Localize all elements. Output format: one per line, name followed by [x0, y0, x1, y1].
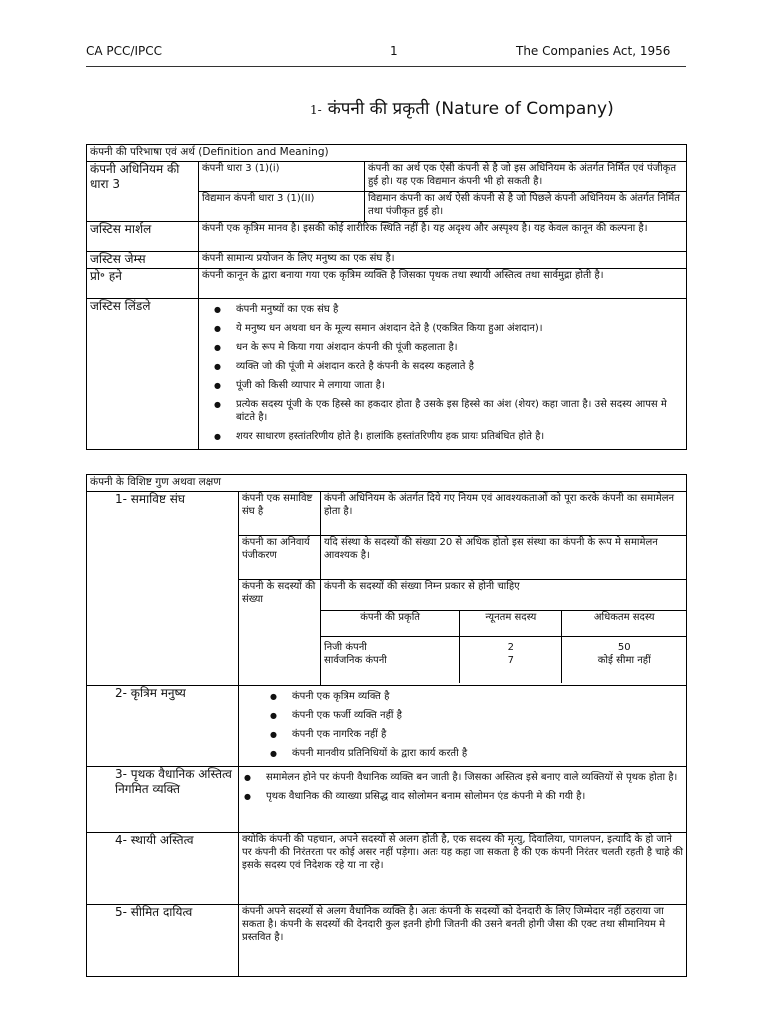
feature-4-label: 4- स्थायी अस्तित्व	[87, 833, 239, 905]
members-cell: सार्वजनिक कंपनी	[324, 655, 387, 666]
company-text: कंपनी का अर्थ एक ऐसी कंपनी से है जो इस अधिनियम के अंतर्गत निर्मित एवं पंजीकृत हुई हो। यह एक विद्यमान कंपनी भी हो सकती है।	[365, 162, 687, 192]
list-item: ● समामेलन होने पर कंपनी वैधानिक व्यक्ति बन जाती है। जिसका अस्तित्व इसे बनाए वाले व्यक्तियों से पृथक होता है।	[266, 771, 683, 784]
list-item: ● कंपनी एक फर्जी व्यक्ति नहीं है	[292, 709, 683, 722]
features-table	[86, 474, 687, 977]
members-cell: 7	[507, 655, 514, 666]
lindley-label: जस्टिस लिंडले	[87, 299, 199, 450]
members-cell: कोई सीमा नहीं	[597, 655, 651, 666]
feature-1c-sub: कंपनी के सदस्यों की संख्या	[239, 580, 321, 686]
members-col-type	[321, 637, 460, 683]
list-item: ● व्यक्ति जो की पूंजी मे अंशदान करते है कंपनी के सदस्य कहलाते है	[236, 360, 683, 373]
feature-1a-text: कंपनी अधिनियम के अंतर्गत दिये गए नियम एवं आवश्यकताओं को पूरा करके कंपनी का समामेलन होता है।	[321, 492, 687, 536]
list-item: ● धन के रूप मे किया गया अंशदान कंपनी की पूंजी कहलाता है।	[236, 341, 683, 354]
list-item: ● कंपनी मनुष्यों का एक संघ है	[236, 303, 683, 316]
list-item: ● ये मनुष्य धन अथवा धन के मूल्य समान अंशदान देते है (एकत्रित किया हुआ अंशदान)।	[236, 322, 683, 335]
company-sub: कंपनी धारा 3 (1)(i)	[199, 162, 365, 192]
header-left: CA PCC/IPCC	[86, 44, 162, 58]
james-text: कंपनी सामान्य प्रयोजन के लिए मनुष्य का एक संघ है।	[199, 252, 687, 269]
feature-5-label: 5- सीमित दायित्व	[87, 905, 239, 977]
james-label: जस्टिस जेम्स	[87, 252, 199, 269]
existing-sub: विद्यमान कंपनी धारा 3 (1)(II)	[199, 192, 365, 222]
members-col-min	[460, 637, 562, 683]
list-item: ● प्रत्येक सदस्य पूंजी के एक हिस्से का हकदार होता है उसके इस हिस्से का अंश (शेयर) कहा जाता है। उसे सदस्य आपस मे बांटते है।	[236, 398, 683, 424]
members-header: अधिकतम सदस्य	[562, 611, 686, 637]
title-number: 1-	[310, 103, 322, 117]
members-col-max	[562, 637, 686, 683]
feature-1c-text: कंपनी के सदस्यों की संख्या निम्न प्रकार से होनी चाहिए	[324, 581, 520, 592]
lindley-points	[199, 299, 687, 450]
page-title	[310, 96, 614, 119]
list-item: ● पूंजी को किसी व्यापार मे लगाया जाता है।	[236, 379, 683, 392]
members-cell: 2	[507, 642, 514, 653]
members-cell: 50	[617, 642, 631, 653]
existing-text: विद्यमान कंपनी का अर्थ ऐसी कंपनी से है जो पिछले कंपनी अधिनियम के अंतर्गत निर्मित तथा पंजीकृत हुई हो।	[365, 192, 687, 222]
members-table	[321, 610, 686, 683]
members-cell: निजी कंपनी	[324, 642, 367, 653]
marshall-text: कंपनी एक कृत्रिम मानव है। इसकी कोई शारीरिक स्थिति नहीं है। यह अदृश्य और अस्पृश्य है। यह केवल कानून की कल्पना है।	[199, 222, 687, 252]
list-item: ● पृथक वैधानिक की व्याख्या प्रसिद्ध वाद सोलोमन बनाम सोलोमन एंड कंपनी मे की गयी है।	[266, 790, 683, 803]
feature-1a-sub: कंपनी एक समाविष्ट संघ है	[239, 492, 321, 536]
feature-1-label: 1- समाविष्ट संघ	[87, 492, 239, 686]
title-text: कंपनी की प्रकृती (Nature of Company)	[327, 99, 614, 119]
act-label: कंपनी अधिनियम की धारा 3	[87, 162, 199, 222]
features-heading: कंपनी के विशिष्ट गुण अथवा लक्षण	[87, 475, 687, 492]
list-item: ● शयर साधारण हस्तांतरिणीय होते है। हालांकि हस्तांतरिणीय हक प्रायः प्रतिबंधित होते है।	[236, 430, 683, 443]
feature-1c-cell	[321, 580, 687, 686]
feature-5-text: कंपनी अपने सदस्यों से अलग वैधानिक व्यक्ति है। अतः कंपनी के सदस्यों को देनदारी के लिए जिम्मेदार नहीं ठहराया जा सकता है। कंपनी के सदस्यों की देनदारी कुल इतनी होगी जितनी की उसने बनती होगी जैसा की एक्ट तथा सीमानियम मे प्रस्तवित है।	[239, 905, 687, 977]
members-header: कंपनी की प्रकृति	[321, 611, 460, 637]
marshall-label: जस्टिस मार्शल	[87, 222, 199, 252]
haney-text: कंपनी कानून के द्वारा बनाया गया एक कृत्रिम व्यक्ति है जिसका पृथक तथा स्थायी अस्तित्व तथा सार्वमुद्रा होती है।	[199, 269, 687, 299]
feature-4-text: क्योकि कंपनी की पहचान, अपने सदस्यों से अलग होती है, एक सदस्य की मृत्यु, दिवालिया, पागलपन, इत्यादि के हो जाने पर कंपनी की निरंतरता पर कोई असर नहीं पड़ेगा। अतः यह कहा जा सकता है की एक कंपनी निरंतर चलती रहती है चाहे की इसके सदस्य एवं निदेशक रहे या ना रहे।	[239, 833, 687, 905]
header-rule	[86, 66, 686, 67]
definition-heading: कंपनी की परिभाषा एवं अर्थ (Definition and Meaning)	[87, 145, 687, 162]
list-item: ● कंपनी एक कृत्रिम व्यक्ति है	[292, 690, 683, 703]
feature-3-points	[239, 767, 687, 833]
feature-1b-sub: कंपनी का अनिवार्य पंजीकरण	[239, 536, 321, 580]
page-number: 1	[390, 44, 398, 58]
feature-2-points	[239, 686, 687, 767]
feature-3-label: 3- पृथक वैधानिक अस्तित्व निगमित व्यक्ति	[87, 767, 239, 833]
feature-1b-text: यदि संस्था के सदस्यों की संख्या 20 से अधिक होतो इस संस्था का कंपनी के रूप मे समामेलन आवश्यक है।	[321, 536, 687, 580]
list-item: ● कंपनी एक नागरिक नहीं है	[292, 728, 683, 741]
list-item: ● कंपनी मानवीय प्रतिनिधियों के द्वारा कार्य करती है	[292, 747, 683, 760]
members-header: न्यूनतम सदस्य	[460, 611, 562, 637]
header-right: The Companies Act, 1956	[516, 44, 671, 58]
haney-label: प्रो॰ हने	[87, 269, 199, 299]
definition-table	[86, 144, 687, 450]
feature-2-label: 2- कृत्रिम मनुष्य	[87, 686, 239, 767]
